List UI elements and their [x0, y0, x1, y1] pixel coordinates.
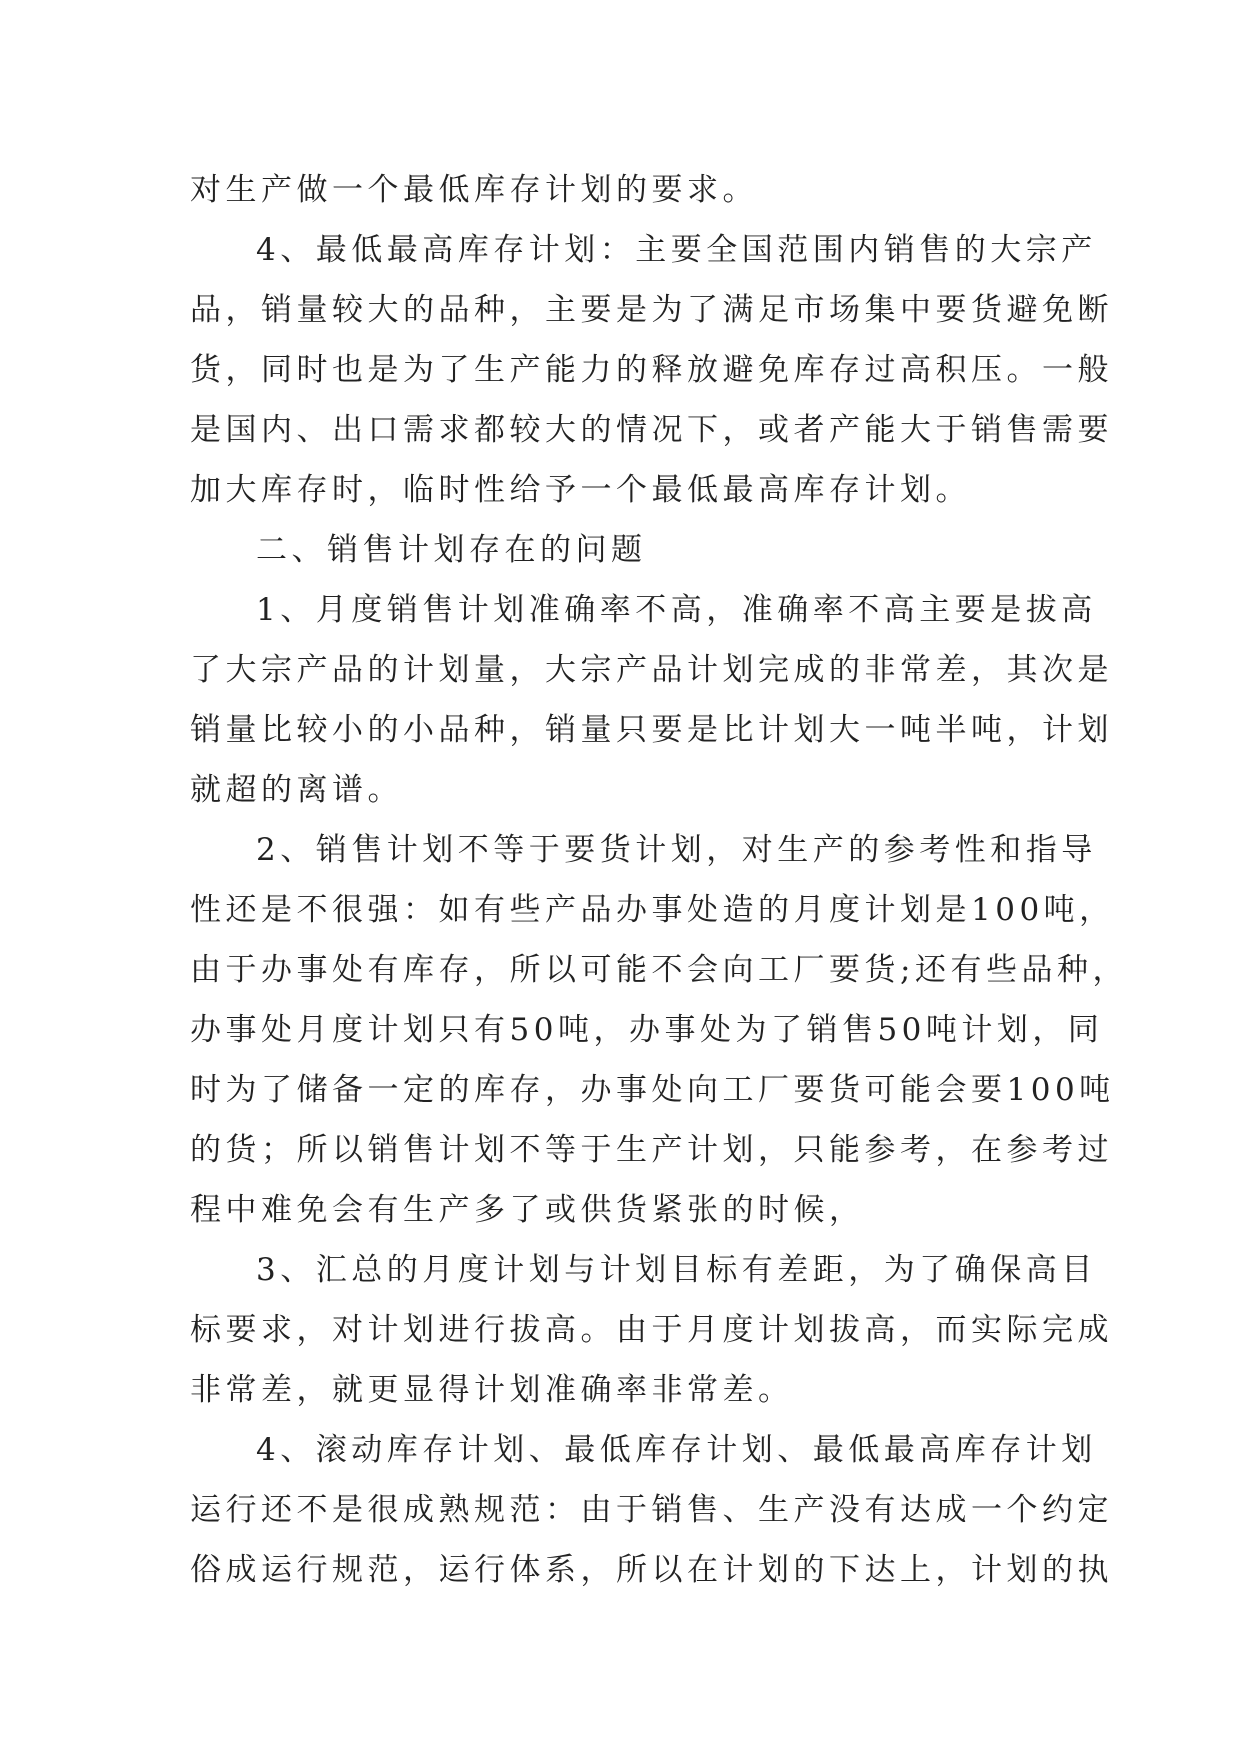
text-line: 对生产做一个最低库存计划的要求。: [190, 172, 758, 208]
text-line: 是国内、出口需求都较大的情况下，或者产能大于销售需要: [190, 412, 1113, 448]
text-line: 非常差，就更显得计划准确率非常差。: [190, 1372, 794, 1408]
paragraph-start: 4、滚动库存计划、最低库存计划、最低最高库存计划: [256, 1432, 1097, 1468]
text-line: 货，同时也是为了生产能力的释放避免库存过高积压。一般: [190, 352, 1113, 388]
text-line: 就超的离谱。: [190, 772, 403, 808]
text-line: 加大库存时，临时性给予一个最低最高库存计划。: [190, 472, 971, 508]
paragraph-start: 1、月度销售计划准确率不高，准确率不高主要是拔高: [256, 592, 1097, 628]
text-line: 品，销量较大的品种，主要是为了满足市场集中要货避免断: [190, 292, 1113, 328]
text-line: 运行还不是很成熟规范：由于销售、生产没有达成一个约定: [190, 1492, 1113, 1528]
document-body: [190, 160, 1128, 1600]
text-line: 性还是不很强：如有些产品办事处造的月度计划是100吨，: [190, 892, 1115, 928]
text-line: 由于办事处有库存，所以可能不会向工厂要货;还有些品种，: [190, 952, 1128, 988]
paragraph-start: 4、最低最高库存计划：主要全国范围内销售的大宗产: [256, 232, 1097, 268]
text-line: 俗成运行规范，运行体系，所以在计划的下达上，计划的执: [190, 1552, 1113, 1588]
text-line: 程中难免会有生产多了或供货紧张的时候，: [190, 1192, 865, 1228]
text-line: 销量比较小的小品种，销量只要是比计划大一吨半吨，计划: [190, 712, 1113, 748]
paragraph-start: 3、汇总的月度计划与计划目标有差距，为了确保高目: [256, 1252, 1097, 1288]
text-line: 了大宗产品的计划量，大宗产品计划完成的非常差，其次是: [190, 652, 1113, 688]
section-heading: 二、销售计划存在的问题: [256, 532, 647, 568]
paragraph-start: 2、销售计划不等于要货计划，对生产的参考性和指导: [256, 832, 1097, 868]
text-line: 的货；所以销售计划不等于生产计划，只能参考，在参考过: [190, 1132, 1113, 1168]
text-line: 办事处月度计划只有50吨，办事处为了销售50吨计划，同: [190, 1012, 1104, 1048]
text-line: 标要求，对计划进行拔高。由于月度计划拔高，而实际完成: [190, 1312, 1113, 1348]
text-line: 时为了储备一定的库存，办事处向工厂要货可能会要100吨: [190, 1072, 1115, 1108]
